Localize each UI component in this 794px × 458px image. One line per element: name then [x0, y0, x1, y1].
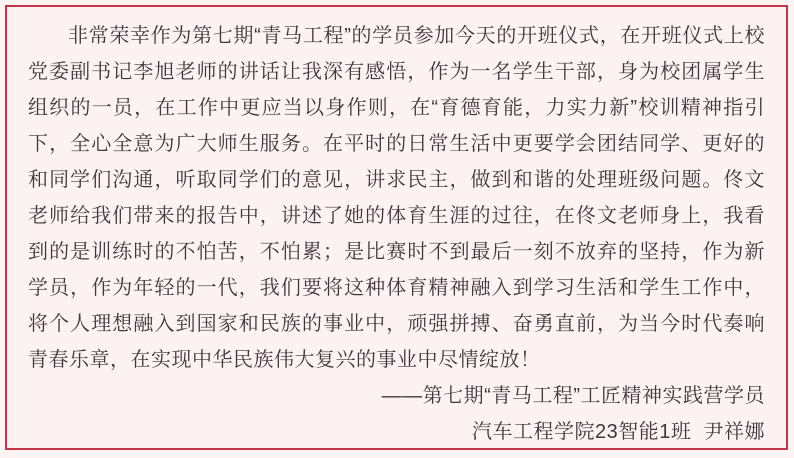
reflection-paragraph: 非常荣幸作为第七期“青马工程”的学员参加今天的开班仪式，在开班仪式上校党委副书记李旭老师的讲话让我深有感悟，作为一名学生干部，身为校团属学生组织的一员，在工作中更应当以身作则，在“育德育能，力实力新”校训精神指引下，全心全意为广大师生服务。在平时的日常生活中更要学会团结同学、更好的和同学们沟通，听取同学们的意见，讲求民主，做到和谐的处理班级问题。佟文老师给我们带来的报告中，讲述了她的体育生涯的过往，在佟文老师身上，我看到的是训练时的不怕苦，不怕累；是比赛时不到最后一刻不放弃的坚持，作为新学员，作为年轻的一代，我们要将这种体育精神融入到学习生活和学生工作中，将个人理想融入到国家和民族的事业中，顽强拼搏、奋勇直前，为当今时代奏响青春乐章，在实现中华民族伟大复兴的事业中尽情绽放！ — [28, 25, 765, 371]
signature-attribution: ——第七期“青马工程”工匠精神实践营学员 — [381, 385, 765, 407]
document-frame — [5, 5, 788, 450]
signature-author: 汽车工程学院23智能1班 尹祥娜 — [472, 421, 765, 443]
signature-block — [28, 378, 765, 450]
